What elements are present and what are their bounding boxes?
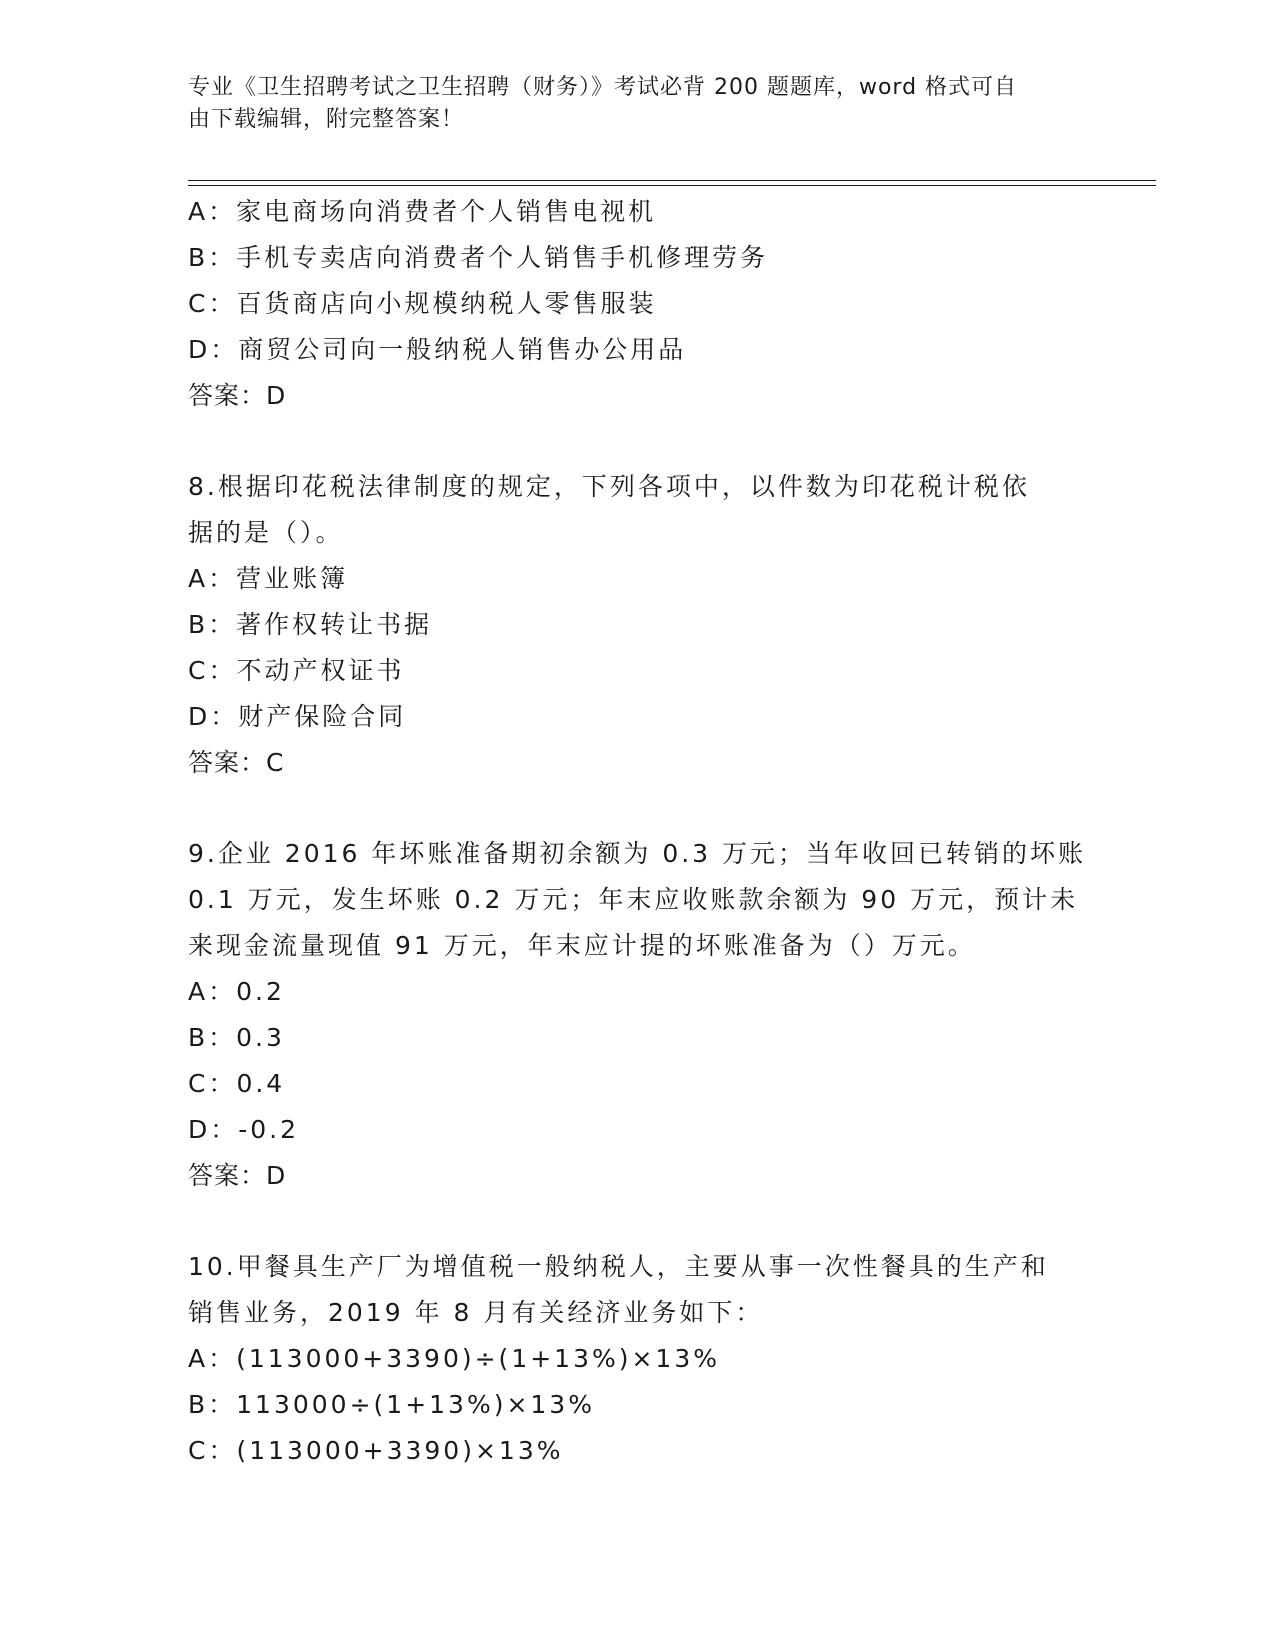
document-header [188,72,1088,136]
answer: 答案：D [188,381,287,410]
header-divider-top [188,180,1156,181]
spacer [188,419,1088,464]
question-text [188,464,1088,556]
option-a: A：营业账簿 [188,564,349,593]
spacer [188,786,1088,831]
question-10 [188,1244,1088,1474]
question-text [188,831,1088,969]
question-text-line: 销售业务，2019 年 8 月有关经济业务如下： [188,1298,764,1327]
question-text [188,1244,1088,1336]
header-divider-bottom [188,185,1156,186]
question-text-line: 据的是（）。 [188,518,344,547]
question-list [188,189,1088,1474]
option-b: B：手机专卖店向消费者个人销售手机修理劳务 [188,243,769,272]
spacer [188,1199,1088,1244]
option-d: D：商贸公司向一般纳税人销售办公用品 [188,335,687,364]
option-a: A：家电商场向消费者个人销售电视机 [188,197,657,226]
question-text-line: 10.甲餐具生产厂为增值税一般纳税人，主要从事一次性餐具的生产和 [188,1252,1049,1281]
question-8 [188,464,1088,786]
option-d: D：财产保险合同 [188,702,407,731]
question-9 [188,831,1088,1199]
option-b: B：0.3 [188,1023,285,1052]
option-a: A：(113000+3390)÷(1+13%)×13% [188,1344,721,1373]
question-7 [188,189,1088,419]
question-text-line: 来现金流量现值 91 万元，年末应计提的坏账准备为（）万元。 [188,931,976,960]
option-d: D：-0.2 [188,1115,300,1144]
option-b: B：著作权转让书据 [188,610,433,639]
header-line-2: 由下载编辑，附完整答案！ [188,107,465,132]
question-text-line: 9.企业 2016 年坏账准备期初余额为 0.3 万元；当年收回已转销的坏账 [188,839,1087,868]
option-c: C：百货商店向小规模纳税人零售服装 [188,289,657,318]
option-c: C：(113000+3390)×13% [188,1436,564,1465]
header-line-1: 专业《卫生招聘考试之卫生招聘（财务）》考试必背 200 题题库，word 格式可自 [188,75,1018,100]
question-text-line: 0.1 万元，发生坏账 0.2 万元；年末应收账款余额为 90 万元，预计未 [188,885,1079,914]
question-text-line: 8.根据印花税法律制度的规定，下列各项中，以件数为印花税计税依 [188,472,1030,501]
answer: 答案：D [188,1161,287,1190]
option-c: C：不动产权证书 [188,656,405,685]
option-b: B：113000÷(1+13%)×13% [188,1390,595,1419]
option-a: A：0.2 [188,977,285,1006]
option-c: C：0.4 [188,1069,286,1098]
answer: 答案：C [188,748,285,777]
